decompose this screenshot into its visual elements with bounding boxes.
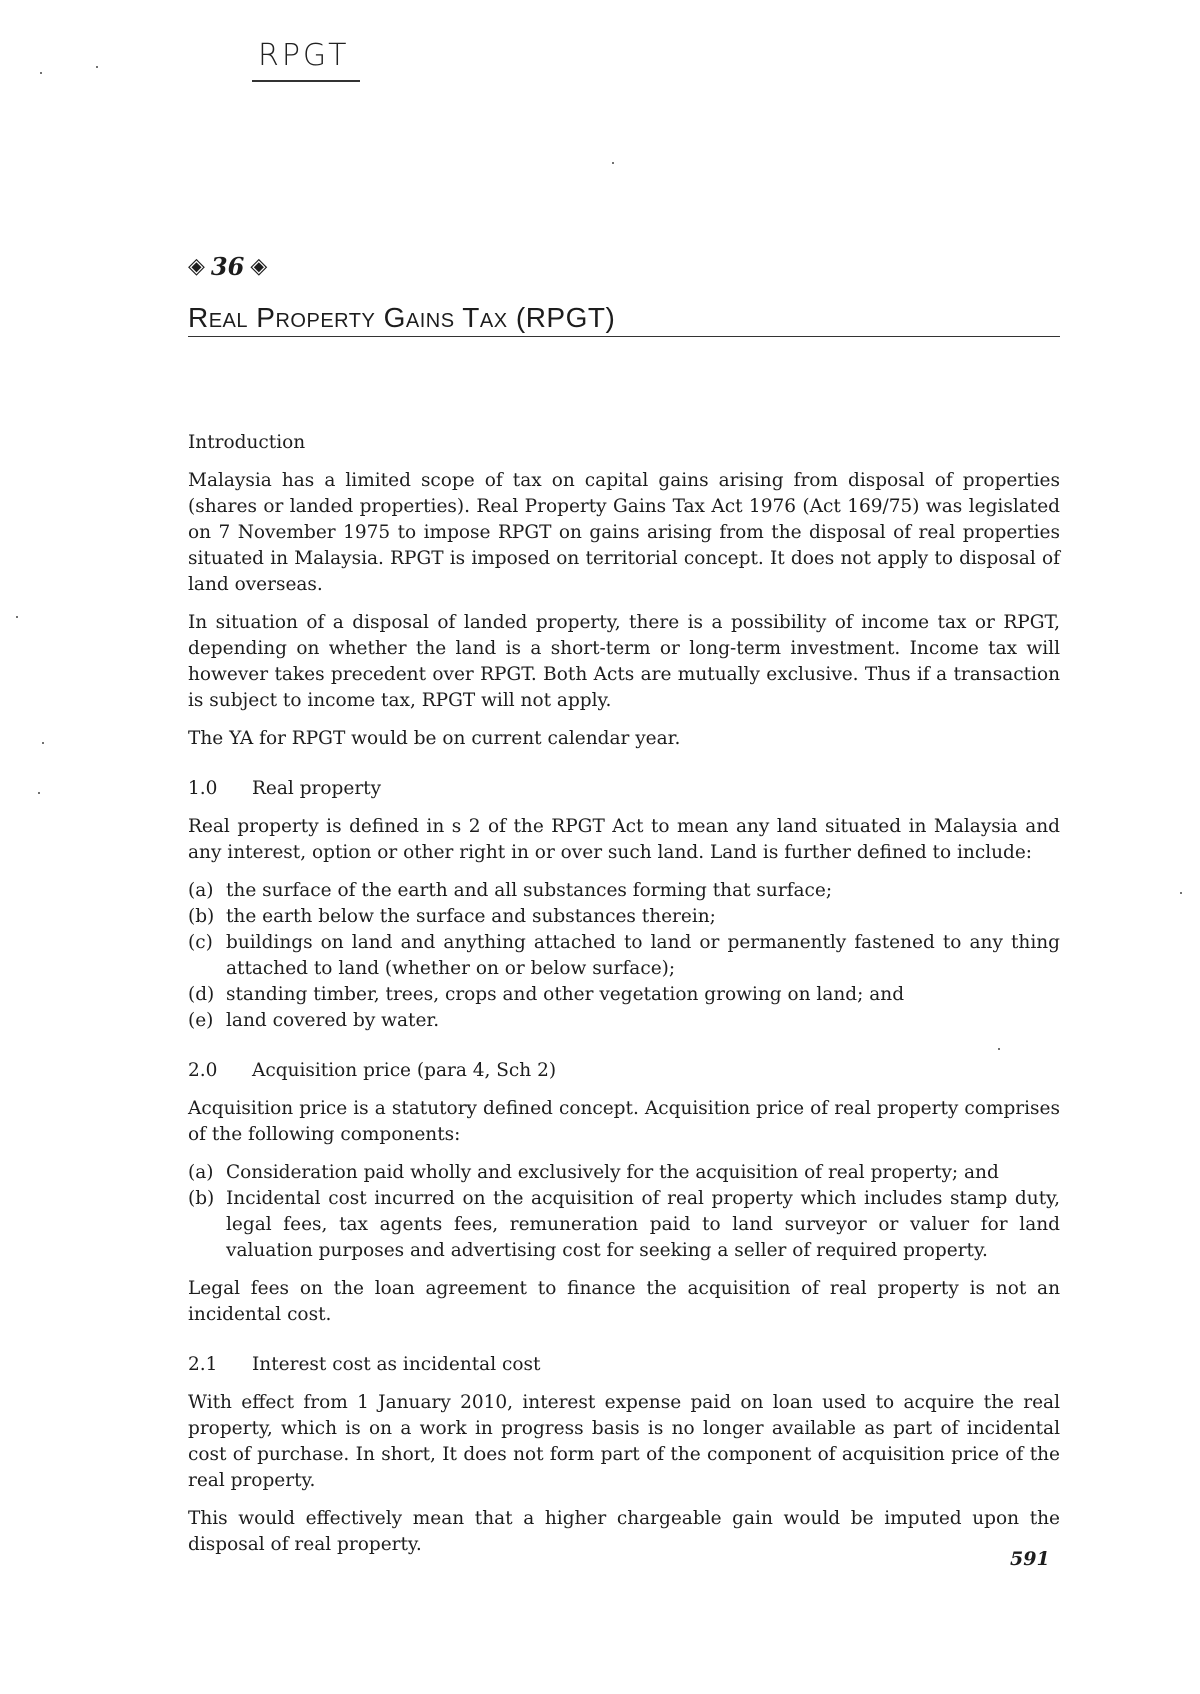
scan-speck xyxy=(16,616,18,618)
section-paragraph: Legal fees on the loan agreement to finance the acquisition of real property is not an incidental cost. xyxy=(188,1278,1060,1325)
list-item-text: the earth below the surface and substances therein; xyxy=(226,906,716,927)
section-paragraph: This would effectively mean that a higher chargeable gain would be imputed upon the disposal of real property. xyxy=(188,1508,1060,1555)
intro-heading: Introduction xyxy=(188,432,306,453)
list-item xyxy=(188,982,1060,1008)
section-number: 2.0 xyxy=(188,1060,218,1081)
section-list xyxy=(188,1160,1060,1264)
handwritten-note: RPGT xyxy=(258,38,350,73)
section-title: Acquisition price (para 4, Sch 2) xyxy=(252,1060,557,1081)
list-item xyxy=(188,1160,1060,1186)
diamond-icon: ◈ xyxy=(188,254,205,279)
list-item xyxy=(188,930,1060,982)
scan-speck xyxy=(40,72,42,74)
list-item-mark: (b) xyxy=(188,1188,215,1209)
section-paragraph: Acquisition price is a statutory defined concept. Acquisition price of real property comprises of the following components: xyxy=(188,1098,1060,1145)
page-number: 591 xyxy=(1010,1548,1050,1570)
list-item-text: buildings on land and anything attached to land or permanently fastened to any thing attached to land (whether on or below surface); xyxy=(226,932,1060,979)
scan-speck xyxy=(612,162,614,164)
intro-paragraph: In situation of a disposal of landed property, there is a possibility of income tax or RPGT, depending on whether the land is a short-term or long-term investment. Income tax will however takes precedent over RPGT. Both Acts are mutually exclusive. Thus if a transaction is subject to income tax, RPGT will not apply. xyxy=(188,612,1060,711)
scan-speck xyxy=(1180,892,1182,894)
list-item-mark: (e) xyxy=(188,1010,214,1031)
section-list xyxy=(188,878,1060,1034)
list-item xyxy=(188,878,1060,904)
page-body xyxy=(188,430,1060,1570)
section-number: 2.1 xyxy=(188,1354,218,1375)
section-title: Interest cost as incidental cost xyxy=(252,1354,541,1375)
scan-speck xyxy=(998,1048,1000,1050)
diamond-icon: ◈ xyxy=(250,254,268,279)
list-item-text: the surface of the earth and all substances forming that surface; xyxy=(226,880,833,901)
list-item xyxy=(188,904,1060,930)
section-heading xyxy=(188,776,1060,802)
list-item-text: land covered by water. xyxy=(226,1010,440,1031)
sections xyxy=(188,776,1060,1558)
list-item-mark: (c) xyxy=(188,932,213,953)
intro-paragraph: The YA for RPGT would be on current calendar year. xyxy=(188,728,681,749)
section-number: 1.0 xyxy=(188,778,218,799)
scan-speck xyxy=(42,742,44,744)
scan-speck xyxy=(38,792,40,794)
section-paragraph: Real property is defined in s 2 of the RPGT Act to mean any land situated in Malaysia and any interest, option or other right in or over such land. Land is further defined to include: xyxy=(188,816,1060,863)
handwritten-underline xyxy=(252,80,360,82)
chapter-number xyxy=(188,252,267,281)
list-item xyxy=(188,1008,1060,1034)
section-heading xyxy=(188,1352,1060,1378)
chapter-title: Real Property Gains Tax (RPGT) xyxy=(188,302,1060,337)
intro-paragraph: Malaysia has a limited scope of tax on capital gains arising from disposal of properties (shares or landed properties). Real Property Gains Tax Act 1976 (Act 169/75) was legislated on 7 November 1975 to impose RPGT on gains arising from the disposal of real properties situated in Malaysia. RPGT is imposed on territorial concept. It does not apply to disposal of land overseas. xyxy=(188,470,1060,595)
scan-speck xyxy=(96,66,98,68)
section-paragraph: With effect from 1 January 2010, interest expense paid on loan used to acquire the real property, which is on a work in progress basis is no longer available as part of incidental cost of purchase. In short, It does not form part of the component of acquisition price of the real property. xyxy=(188,1392,1060,1491)
list-item xyxy=(188,1186,1060,1264)
list-item-mark: (d) xyxy=(188,984,215,1005)
section-heading xyxy=(188,1058,1060,1084)
list-item-mark: (a) xyxy=(188,1162,214,1183)
list-item-text: Consideration paid wholly and exclusively for the acquisition of real property; and xyxy=(226,1162,999,1183)
list-item-mark: (a) xyxy=(188,880,214,901)
list-item-mark: (b) xyxy=(188,906,215,927)
chapter-number-text: 36 xyxy=(210,252,245,281)
list-item-text: Incidental cost incurred on the acquisition of real property which includes stamp duty, legal fees, tax agents fees, remuneration paid to land surveyor or valuer for land valuation purposes and advertising cost for seeking a seller of required property. xyxy=(226,1188,1060,1261)
section-title: Real property xyxy=(252,778,382,799)
intro-paragraphs xyxy=(188,468,1060,752)
list-item-text: standing timber, trees, crops and other vegetation growing on land; and xyxy=(226,984,905,1005)
